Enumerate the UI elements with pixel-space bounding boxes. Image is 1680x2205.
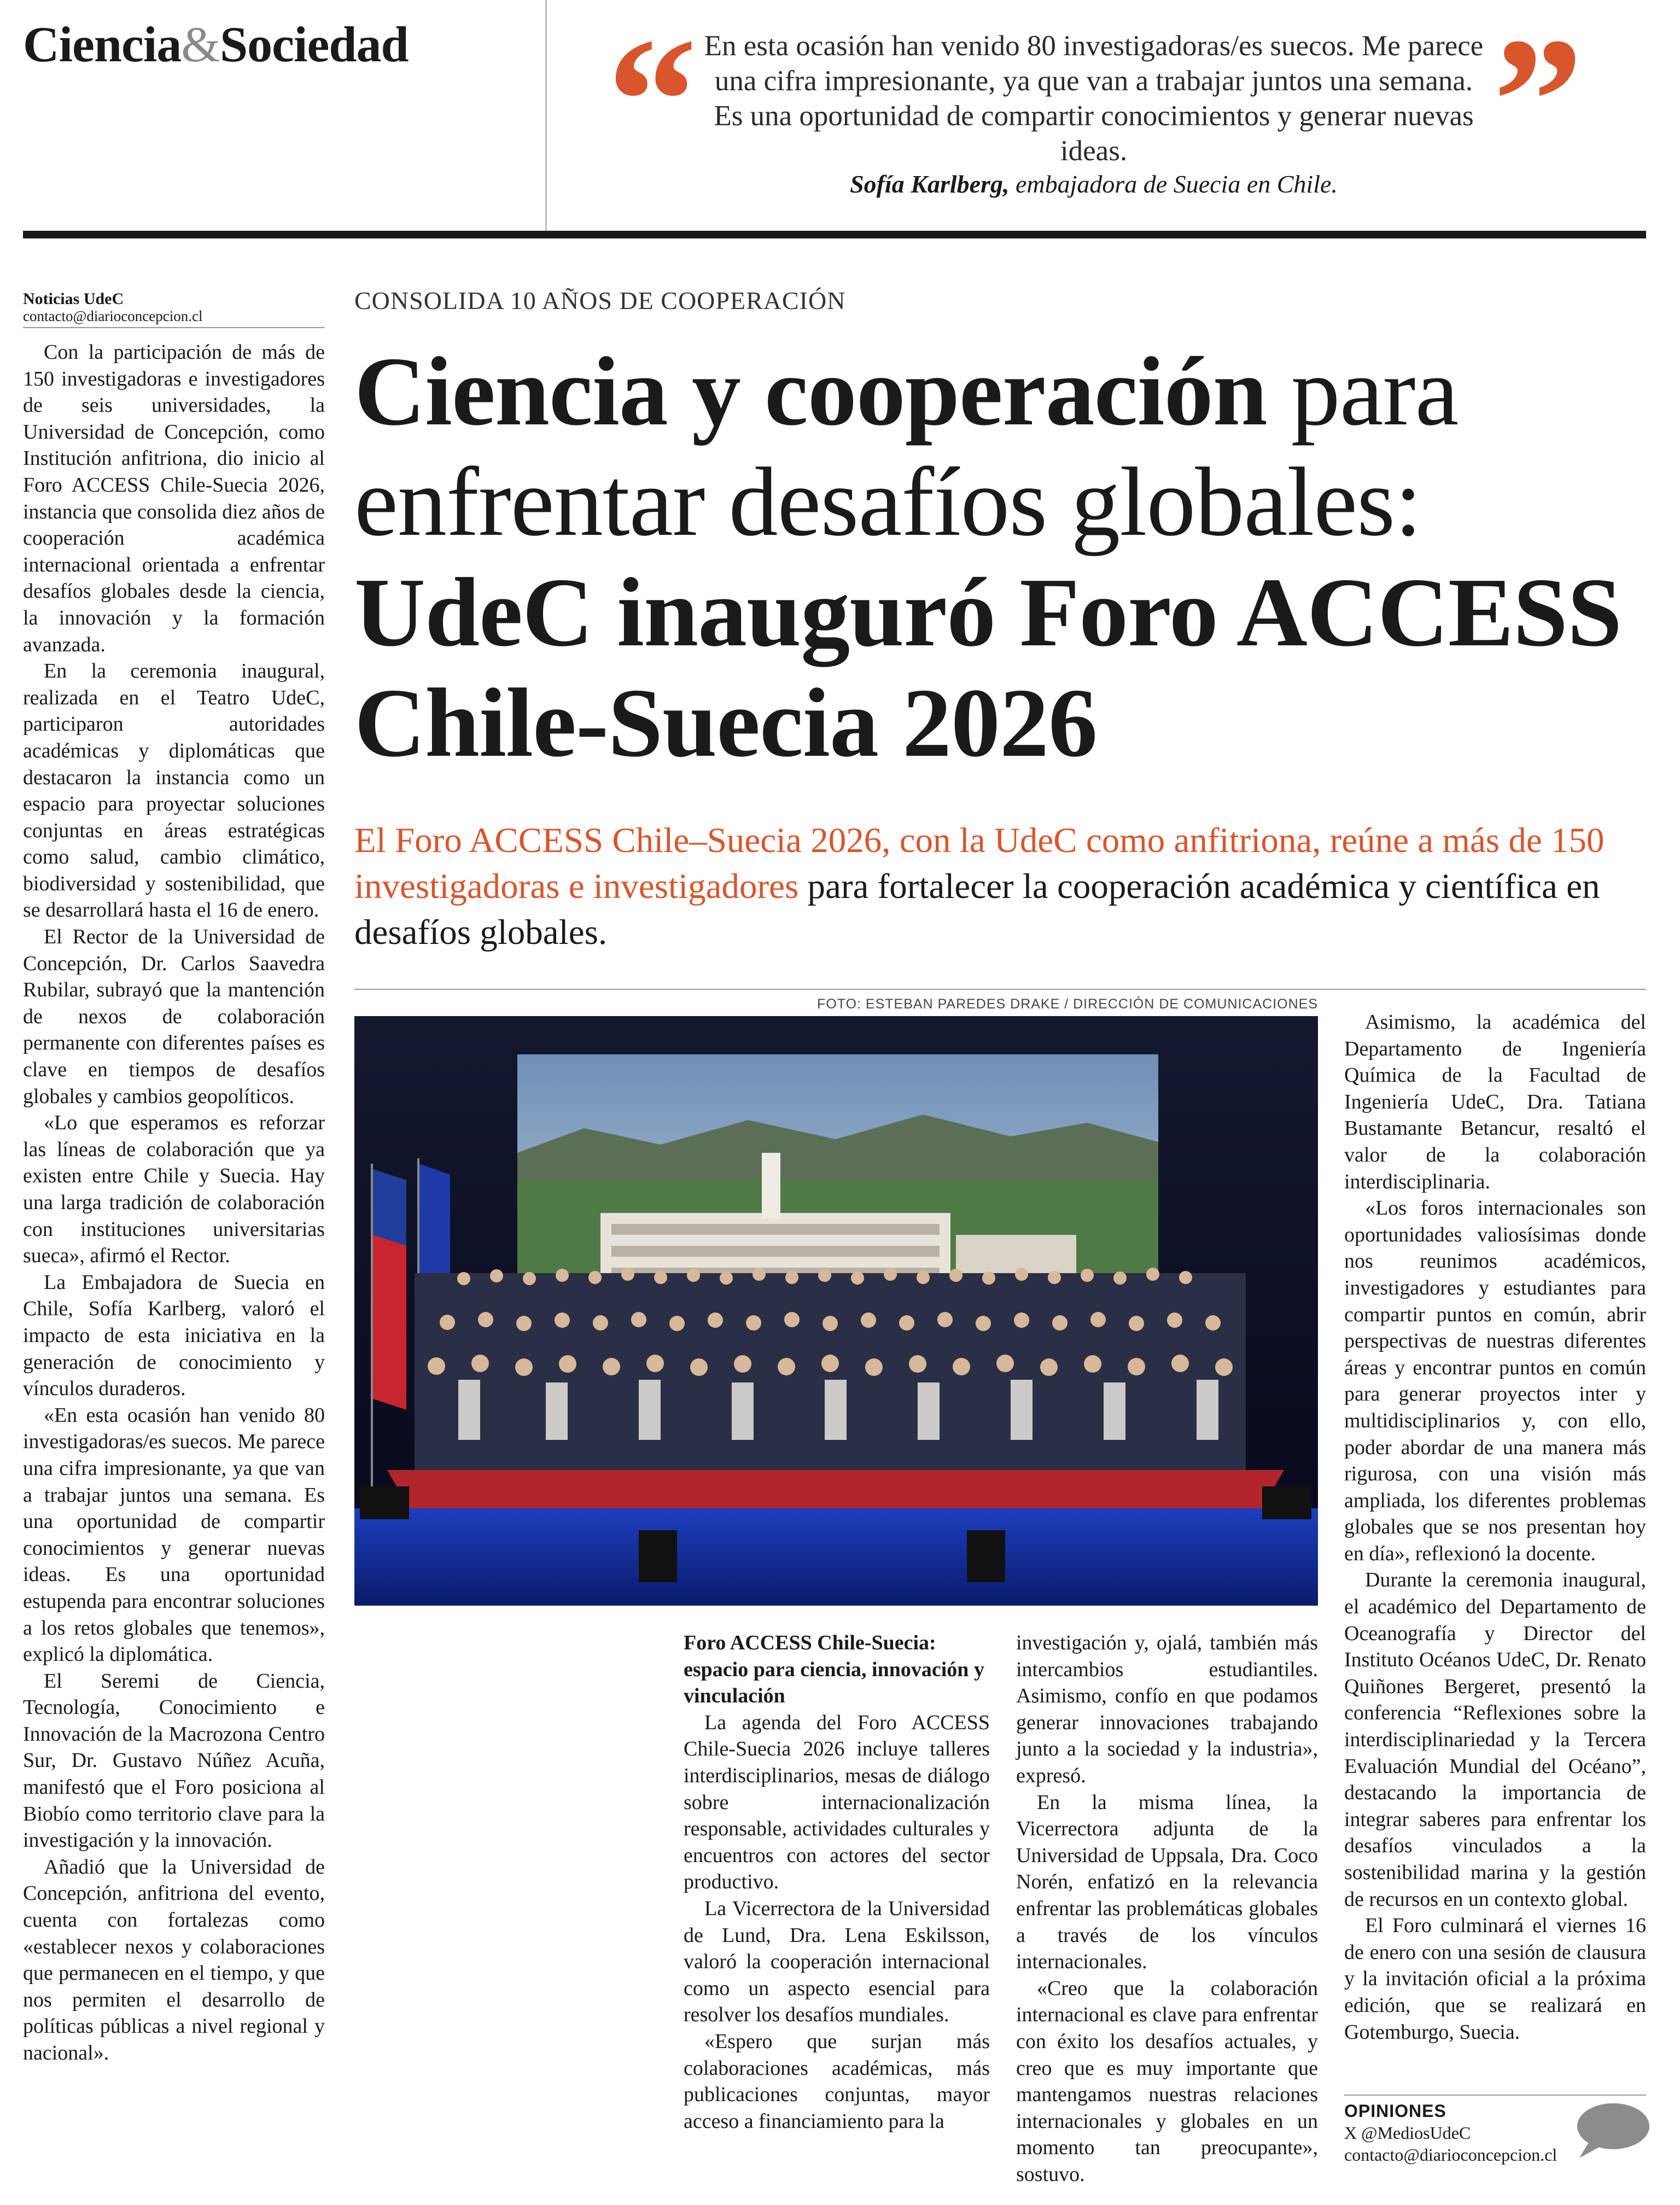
- paragraph: La Vicerrectora de la Universidad de Lund, Dra. Lena Eskilsson, valoró la cooperación internacional como un aspecto esencial para resolver los desafíos mundiales.: [684, 1897, 990, 2027]
- paragraph: En la misma línea, la Vicerrectora adjunta de la Universidad de Uppsala, Dra. Coco Norén, enfatizó en la relevancia enfrentar las problemáticas globales a través de los vínculos internacionales.: [1016, 1790, 1318, 1974]
- paragraph: «En esta ocasión han venido 80 investigadoras/es suecos. Me parece una cifra impresionante, ya que van a trabajar juntos una semana. Es una oportunidad de compartir conocimientos y generar nuevas ideas. Es una oportunidad estupenda para encontrar soluciones a los retos globales que tenemos», explicó la diplomática.: [23, 1403, 325, 1666]
- headline-light: para enfrentar desafíos globales:: [354, 337, 1459, 556]
- paragraph: Asimismo, la académica del Departamento de Ingeniería Química de la Facultad de Ingeniería UdeC, Dra. Tatiana Bustamante Betancur, resaltó el valor de la colaboración interdisciplinaria.: [1344, 1011, 1646, 1193]
- section-name: Ciencia: [23, 16, 182, 72]
- article-column-1: [23, 339, 325, 2067]
- paragraph: «Espero que surjan más colaboraciones académicas, más publicaciones conjuntas, mayor acceso a financiamiento para la: [684, 2029, 990, 2133]
- section-title: [23, 15, 409, 73]
- paragraph: El Rector de la Universidad de Concepción, Dr. Carlos Saavedra Rubilar, subrayó que la mantención de nexos de colaboración permanente con diferentes países es clave en tiempos de desafíos globales y cambios geopolíticos.: [23, 925, 325, 1108]
- byline-rule: [23, 327, 325, 328]
- pull-quote-role: embajadora de Suecia en Chile.: [1009, 170, 1338, 198]
- paragraph: Añadió que la Universidad de Concepción, anfitriona del evento, cuenta con fortalezas como «establecer nexos y colaboraciones que permanecen en el tiempo, y que nos permiten el desarrollo de políticas públicas a nivel regional y nacional».: [23, 1855, 325, 2064]
- paragraph: El Foro culminará el viernes 16 de enero con una sesión de clausura y la invitación oficial a la próxima edición, que se realizará en Gotemburgo, Suecia.: [1344, 1914, 1646, 2044]
- group-photo-illustration: [354, 1016, 1318, 1606]
- deck-rule: [354, 989, 1646, 990]
- speech-bubble-icon: [1570, 2099, 1652, 2165]
- headline: [354, 336, 1646, 778]
- paragraph: La Embajadora de Suecia en Chile, Sofía Karlberg, valoró el impacto de esta iniciativa en la generación de conocimiento y vínculos duraderos.: [23, 1270, 325, 1401]
- deck-rest: para fortalecer la cooperación académica y científica en desafíos globales.: [354, 867, 1600, 952]
- pull-quote: En esta ocasión han venido 80 investigadoras/es suecos. Me parece una cifra impresionante, ya que van a trabajar juntos una semana. Es una oportunidad de compartir conocimientos y generar nuevas ideas.: [704, 30, 1484, 167]
- section-ampersand: &: [181, 16, 220, 72]
- header-divider: [545, 0, 547, 231]
- paragraph: El Seremi de Ciencia, Tecnología, Conocimiento e Innovación de la Macrozona Centro Sur, Dr. Gustavo Núñez Acuña, manifestó que el Foro posiciona al Biobío como territorio clave para la investigación y la innovación.: [23, 1669, 325, 1852]
- paragraph: Con la participación de más de 150 investigadoras e investigadores de seis universidades, la Universidad de Concepción, como Institución anfitriona, dio inicio al Foro ACCESS Chile-Suecia 2026, instancia que consolida diez años de cooperación académica internacional orientada a enfrentar desafíos globales desde la ciencia, la innovación y la formación avanzada.: [23, 341, 325, 656]
- article-column-4: [1344, 1009, 1646, 2045]
- deck-highlight: El Foro ACCESS Chile–Suecia 2026, con la UdeC como anfitriona, reúne a más de 150 investigadoras e investigadores: [354, 821, 1605, 906]
- headline-bold-2: UdeC inauguró Foro ACCESS Chile-Suecia 2026: [354, 558, 1622, 777]
- subhead: Foro ACCESS Chile-Suecia: espacio para ciencia, innovación y vinculación: [684, 1631, 984, 1708]
- byline-email[interactable]: contacto@diarioconcepcion.cl: [23, 308, 203, 324]
- byline-label: Noticias UdeC: [23, 290, 124, 308]
- quote-open-icon: “: [607, 1, 697, 201]
- headline-bold-1: Ciencia y cooperación: [354, 337, 1267, 446]
- paragraph: La agenda del Foro ACCESS Chile-Suecia 2026 incluye talleres interdisciplinarios, mesas de diálogo sobre internacionalización responsable, actividades culturales y encuentros con actores del sector productivo.: [684, 1711, 990, 1894]
- paragraph: «Lo que esperamos es reforzar las líneas de colaboración que ya existen entre Chile y Suecia. Hay una larga tradición de colaboración con instituciones universitarias sueca», afirmó el Rector.: [23, 1111, 325, 1268]
- pull-quote-author: Sofía Karlberg,: [850, 170, 1010, 198]
- paragraph: Durante la ceremonia inaugural, el académico del Departamento de Oceanografía y Director del Instituto Océanos UdeC, Dr. Renato Quiñones Bergeret, presentó la conferencia “Reflexiones sobre la interdisciplinariedad y la Tercera Evaluación Mundial del Océano”, destacando la importancia de integrar saberes para enfrentar los desafíos vinculados a la sostenibilidad marina y la gestión de recursos en un contexto global.: [1344, 1568, 1646, 1911]
- deck: [354, 818, 1646, 955]
- kicker: CONSOLIDA 10 AÑOS DE COOPERACIÓN: [354, 287, 846, 314]
- paragraph: «Creo que la colaboración internacional es clave para enfrentar con éxito los desafíos actuales, y creo que es muy importante que mantengamos nuestras relaciones internacionales y globales en un momento tan preocupante», sostuvo.: [1016, 1976, 1318, 2186]
- paragraph: En la ceremonia inaugural, realizada en el Teatro UdeC, participaron autoridades académicas y diplomáticas que destacaron la instancia como un espacio para proyectar soluciones conjuntas en áreas estratégicas como salud, cambio climático, biodiversidad y sostenibilidad, que se desarrollará hasta el 16 de enero.: [23, 660, 325, 922]
- article-column-3: [1016, 1630, 1318, 2188]
- header-rule: [23, 231, 1646, 238]
- opinions-x-handle[interactable]: X @MediosUdeC: [1344, 2123, 1471, 2143]
- opinions-email[interactable]: contacto@diarioconcepcion.cl: [1344, 2145, 1558, 2165]
- paragraph: «Los foros internacionales son oportunidades valiosísimas donde nos reunimos académicos, investigadores y estudiantes para compartir puntos en común, abrir perspectivas de nuestras diferentes áreas y encontrar puntos en común para generar proyectos inter y multidisciplinarios y, con ello, poder abordar de una manera más rigurosa, con una visión más ampliada, los diferentes problemas globales que se nos presentan hoy en día», reflexionó la docente.: [1344, 1197, 1646, 1565]
- group-photo: [354, 1016, 1318, 1606]
- paragraph-continued: investigación y, ojalá, también más intercambios estudiantiles. Asimismo, confío en que podamos generar innovaciones trabajando junto a la sociedad y la industria», expresó.: [1016, 1631, 1318, 1787]
- opinions-rule: [1344, 2095, 1646, 2096]
- opinions-label: OPINIONES: [1344, 2101, 1446, 2121]
- quote-close-icon: ”: [1493, 1, 1583, 201]
- pull-quote-attribution: [700, 170, 1488, 199]
- article-column-2: [684, 1630, 990, 2134]
- section-name-2: Sociedad: [219, 16, 409, 72]
- photo-credit: FOTO: ESTEBAN PAREDES DRAKE / DIRECCIÓN DE COMUNICACIONES: [817, 996, 1318, 1012]
